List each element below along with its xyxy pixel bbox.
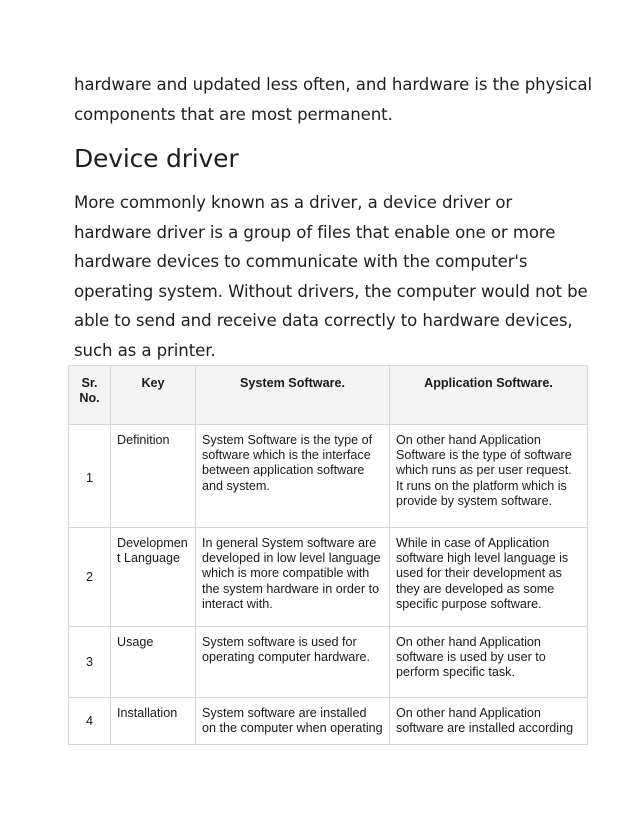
row-system-software: In general System software are developed in low level language which is more compatible with the system hardware in order to interact with. [196, 528, 390, 627]
row-application-software: On other hand Application Software is the type of software which runs as per user request. It runs on the platform which is provide by system software. [390, 425, 588, 528]
row-system-software: System software is used for operating computer hardware. [196, 627, 390, 698]
header-system-software: System Software. [196, 366, 390, 425]
comparison-table [68, 365, 588, 745]
row-sr-no: 3 [69, 627, 111, 698]
row-application-software: While in case of Application software high level language is used for their development as they are developed as some specific purpose software. [390, 528, 588, 627]
row-sr-no: 1 [69, 425, 111, 528]
row-sr-no: 2 [69, 528, 111, 627]
table-row [69, 698, 588, 745]
table-row [69, 627, 588, 698]
table-row [69, 425, 588, 528]
intro-paragraph: hardware and updated less often, and hardware is the physical components that are most permanent. [74, 75, 592, 124]
row-system-software: System software are installed on the computer when operating [196, 698, 390, 745]
section-heading: Device driver [74, 144, 239, 173]
row-key: Development Language [111, 528, 196, 627]
header-application-software: Application Software. [390, 366, 588, 425]
row-application-software: On other hand Application software are installed according [390, 698, 588, 745]
table-header-row [69, 366, 588, 425]
comparison-table-container [68, 365, 587, 745]
row-key: Definition [111, 425, 196, 528]
section-paragraph: More commonly known as a driver, a device driver or hardware driver is a group of files that enable one or more hardware devices to communicate with the computer's operating system. Without drivers, the computer would not be able to send and receive data correctly to hardware devices, such as a printer. [74, 193, 588, 360]
row-key: Installation [111, 698, 196, 745]
header-sr-no: Sr. No. [69, 366, 111, 425]
table-row [69, 528, 588, 627]
row-system-software: System Software is the type of software which is the interface between application software and system. [196, 425, 390, 528]
header-key: Key [111, 366, 196, 425]
document-page [74, 70, 594, 365]
row-key: Usage [111, 627, 196, 698]
row-sr-no: 4 [69, 698, 111, 745]
row-application-software: On other hand Application software is used by user to perform specific task. [390, 627, 588, 698]
